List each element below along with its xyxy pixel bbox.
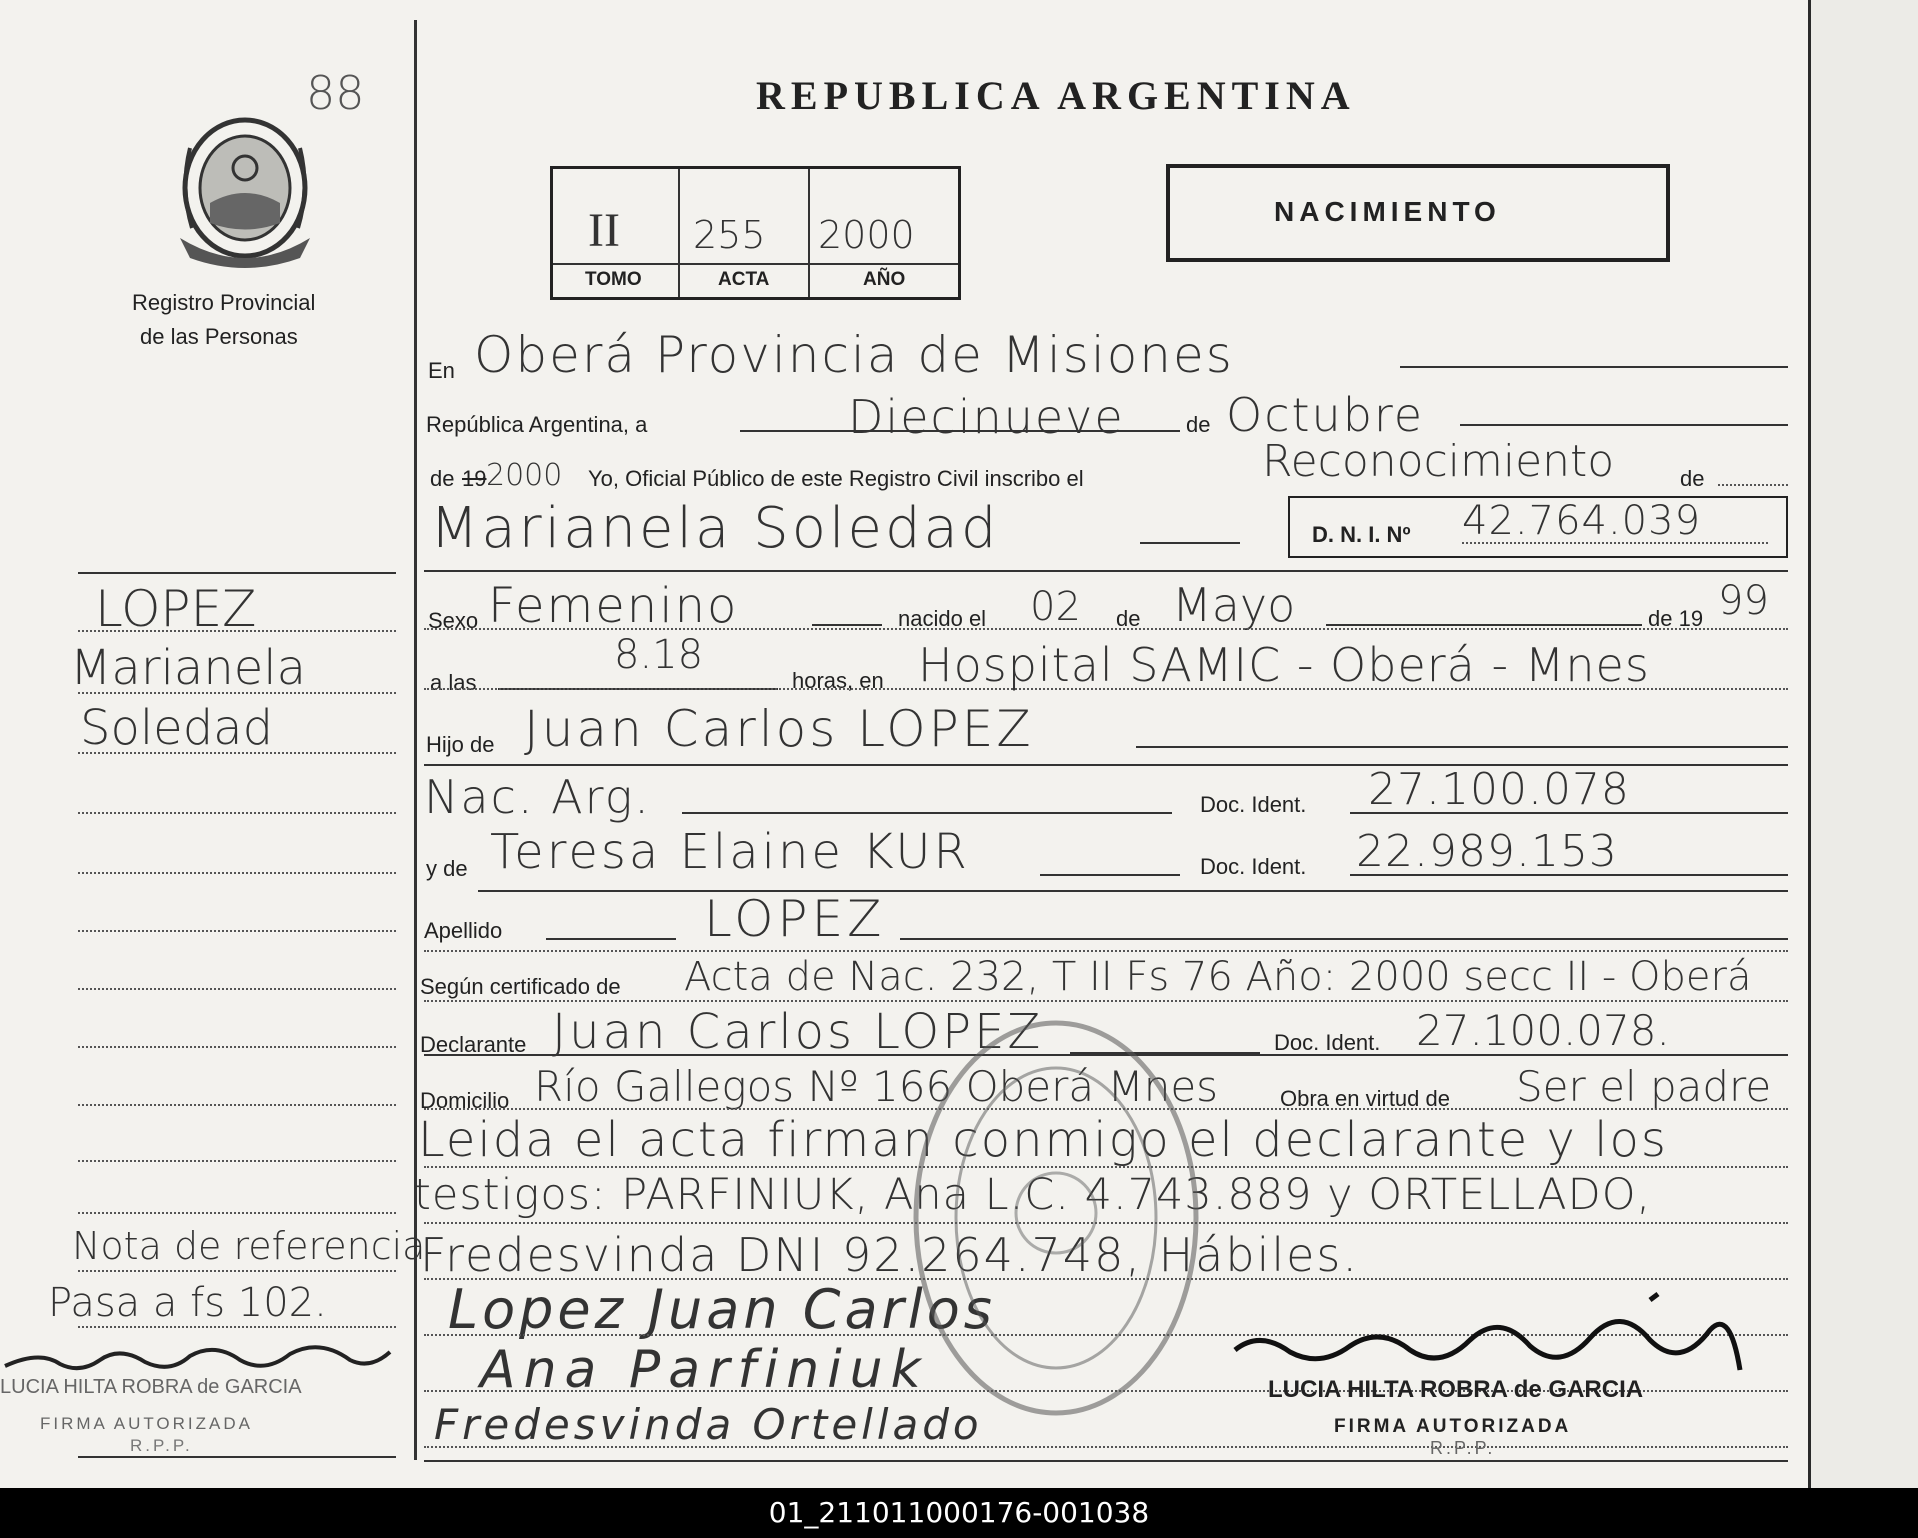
office-stamp <box>906 1008 1206 1428</box>
official-signer-office: R.P.P. <box>1430 1438 1496 1458</box>
page-edge <box>1808 0 1918 1488</box>
record-table <box>550 166 961 300</box>
act-value: Reconocimiento <box>1262 436 1615 487</box>
record-type-box <box>1166 164 1670 262</box>
de19-label: de 19 <box>1648 606 1704 631</box>
republica-label: República Argentina, a <box>426 412 648 437</box>
sexo-label: Sexo <box>428 608 479 633</box>
tomo-label: TOMO <box>585 269 642 290</box>
day-value: Diecinueve <box>848 390 1125 444</box>
margin-name1: Marianela <box>70 640 307 696</box>
segun-label: Según certificado de <box>420 974 621 999</box>
declarante-doc-value: 27.100.078. <box>1416 1006 1670 1055</box>
obra-label: Obra en virtud de <box>1280 1086 1450 1111</box>
signature-witness1: Ana Parfiniuk <box>480 1340 929 1400</box>
dni-label: D. N. I. Nº <box>1312 522 1411 547</box>
margin-signer-role: FIRMA AUTORIZADA <box>40 1414 253 1433</box>
birth-place-value: Hospital SAMIC - Oberá - Mnes <box>918 638 1650 692</box>
de-label-4: de <box>1116 606 1141 631</box>
obra-value: Ser el padre <box>1516 1062 1772 1111</box>
ano-value: 2000 <box>818 213 915 257</box>
tomo-value: II <box>588 204 620 257</box>
oficial-text: Yo, Oficial Público de este Registro Civil inscribo el <box>588 466 1084 491</box>
official-signer-role: FIRMA AUTORIZADA <box>1334 1416 1572 1437</box>
registry-line1: Registro Provincial <box>132 290 316 315</box>
hijo-label: Hijo de <box>426 732 495 757</box>
dni-box <box>1288 496 1788 558</box>
margin-signature <box>0 1330 400 1376</box>
seal-icon <box>170 108 320 268</box>
page-number: 88 <box>306 66 365 120</box>
de-label-2: de <box>430 466 455 491</box>
month-value: Octubre <box>1226 388 1425 442</box>
leida-line3: Fredesvinda DNI 92.264.748, Hábiles. <box>420 1228 1360 1282</box>
leida-line1: Leida el acta firman conmigo el declarante y los <box>418 1112 1668 1168</box>
margin-name2: Soledad <box>80 700 274 756</box>
doc-label-2: Doc. Ident. <box>1200 854 1307 879</box>
signature-witness2: Fredesvinda Ortellado <box>434 1400 983 1449</box>
en-label: En <box>428 358 455 383</box>
de-label-3: de <box>1680 466 1705 491</box>
horas-label: horas, en <box>792 668 884 693</box>
year-printed-prefix: 19 <box>462 466 487 491</box>
margin-signer-office: R.P.P. <box>130 1436 193 1455</box>
declarante-value: Juan Carlos LOPEZ <box>552 1004 1044 1060</box>
margin-note1: Nota de referencia <box>72 1224 426 1268</box>
apellido-value: LOPEZ <box>704 890 886 948</box>
footer-code: 01_211011000176-001038 <box>0 1488 1918 1538</box>
father-nationality: Nac. Arg. <box>424 770 651 824</box>
birth-year-value: 99 <box>1718 578 1769 624</box>
signature-father: Lopez Juan Carlos <box>448 1278 996 1341</box>
margin-signer-name: LUCIA HILTA ROBRA de GARCIA <box>0 1376 302 1398</box>
a-las-label: a las <box>430 670 477 695</box>
acta-value: 255 <box>693 213 766 257</box>
domicilio-label: Domicilio <box>420 1088 510 1113</box>
doc-label-3: Doc. Ident. <box>1274 1030 1381 1055</box>
hour-value: 8.18 <box>614 632 704 678</box>
father-doc-value: 27.100.078 <box>1368 764 1630 815</box>
ano-label: AÑO <box>863 269 906 290</box>
nacido-label: nacido el <box>898 606 987 631</box>
official-signer-name: LUCIA HILTA ROBRA de GARCIA <box>1268 1376 1644 1403</box>
acta-label: ACTA <box>718 269 770 290</box>
stamp-icon <box>906 1008 1206 1428</box>
de-label-1: de <box>1186 412 1211 437</box>
certificado-value: Acta de Nac. 232, T II Fs 76 Año: 2000 secc II - Oberá <box>684 954 1752 1000</box>
y-de-label: y de <box>426 856 468 881</box>
birth-day-value: 02 <box>1030 584 1081 630</box>
margin-surname: LOPEZ <box>95 580 257 638</box>
leida-line2: testigos: PARFINIUK, Ana L.C. 4.743.889 y ORTELLADO, <box>414 1170 1652 1220</box>
mother-doc-value: 22.989.153 <box>1356 826 1618 877</box>
dni-value: 42.764.039 <box>1462 498 1702 544</box>
doc-label-1: Doc. Ident. <box>1200 792 1307 817</box>
mother-value: Teresa Elaine KUR <box>490 824 970 880</box>
margin-note2: Pasa a fs 102. <box>48 1280 327 1326</box>
year-value: 2000 <box>486 458 563 493</box>
declarante-label: Declarante <box>420 1032 527 1057</box>
father-value: Juan Carlos LOPEZ <box>524 700 1034 758</box>
birth-month-value: Mayo <box>1172 578 1296 632</box>
name-value: Marianela Soledad <box>430 496 1000 561</box>
apellido-label: Apellido <box>424 918 503 943</box>
coat-of-arms-seal <box>170 108 320 268</box>
sexo-value: Femenino <box>488 578 739 634</box>
place-value: Oberá Provincia de Misiones <box>474 326 1234 384</box>
page-title: REPUBLICA ARGENTINA <box>756 73 1356 118</box>
domicilio-value: Río Gallegos Nº 166 Oberá Mnes <box>534 1062 1219 1111</box>
registry-line2: de las Personas <box>140 324 298 349</box>
record-type: NACIMIENTO <box>1274 196 1501 227</box>
